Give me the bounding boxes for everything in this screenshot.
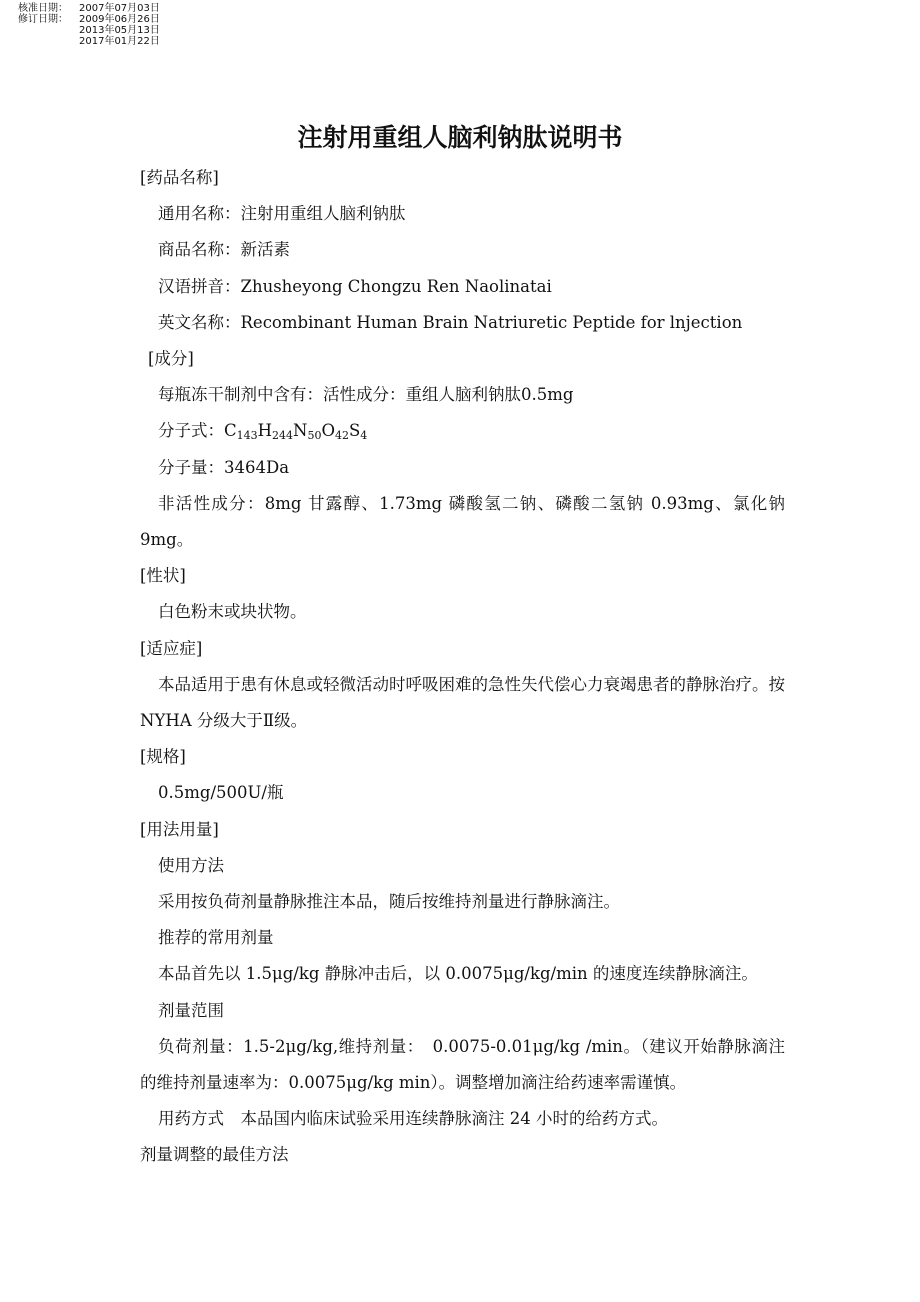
section-heading: [适应症] xyxy=(140,638,203,658)
element-count: 4 xyxy=(360,429,368,443)
revise-date: 2017年01月22日 xyxy=(79,36,160,47)
element-count: 50 xyxy=(307,429,322,443)
formula xyxy=(224,421,368,443)
indications: 本品适用于患有休息或轻微活动时呼吸困难的急性失代偿心力衰竭患者的静脉治疗。按 NYHA 分级大于Ⅱ级。 xyxy=(140,674,785,731)
molecular-formula xyxy=(140,413,785,449)
generic-name: 通用名称：注射用重组人脑利钠肽 xyxy=(158,204,406,224)
description: 白色粉末或块状物。 xyxy=(158,602,307,622)
revise-date: 2013年05月13日 xyxy=(79,25,160,36)
molecular-weight: 分子量：3464Da xyxy=(158,457,290,477)
active-ingredient: 每瓶冻干制剂中含有：活性成分：重组人脑利钠肽0.5mg xyxy=(158,385,574,405)
revise-date: 2009年06月26日 xyxy=(79,14,160,25)
document-body xyxy=(140,160,785,1174)
formula-label: 分子式： xyxy=(158,421,224,441)
section-heading: [性状] xyxy=(140,566,186,586)
element-symbol: C xyxy=(224,421,237,441)
pinyin-name: 汉语拼音：Zhusheyong Chongzu Ren Naolinatai xyxy=(158,276,552,296)
document-title: 注射用重组人脑利钠肽说明书 xyxy=(297,123,623,152)
approve-date: 2007年07月03日 xyxy=(79,3,160,14)
element-count: 42 xyxy=(334,429,349,443)
subheading: 使用方法 xyxy=(158,855,224,875)
subheading: 剂量范围 xyxy=(158,1000,224,1020)
element-symbol: S xyxy=(348,421,361,441)
method-text: 采用按负荷剂量静脉推注本品，随后按维持剂量进行静脉滴注。 xyxy=(158,892,620,912)
inactive-ingredients: 非活性成分：8mg 甘露醇、1.73mg 磷酸氢二钠、磷酸二氢钠 0.93mg、氯化钠 9mg。 xyxy=(140,493,785,550)
recommended-dose: 本品首先以 1.5μg/kg 静脉冲击后，以 0.0075μg/kg/min 的速度连续静脉滴注。 xyxy=(158,964,758,984)
section-heading: [药品名称] xyxy=(140,168,219,187)
subheading: 剂量调整的最佳方法 xyxy=(140,1145,289,1165)
element-count: 143 xyxy=(236,429,258,443)
element-symbol: O xyxy=(321,421,335,441)
trade-name: 商品名称：新活素 xyxy=(158,240,290,260)
revise-date-label: 修订日期： xyxy=(18,14,68,25)
approve-date-label: 核准日期： xyxy=(18,3,68,14)
specification: 0.5mg/500U/瓶 xyxy=(158,783,284,803)
section-heading: [规格] xyxy=(140,747,186,767)
english-name: 英文名称：Recombinant Human Brain Natriuretic Peptide for lnjection xyxy=(158,312,743,332)
section-heading: [成分] xyxy=(148,349,194,369)
element-symbol: H xyxy=(257,421,273,441)
element-symbol: N xyxy=(293,421,308,441)
section-heading: [用法用量] xyxy=(140,819,219,839)
dose-range: 负荷剂量：1.5-2μg/kg,维持剂量： 0.0075-0.01μg/kg /min。（建议开始静脉滴注的维持剂量速率为：0.0075μg/kg min）。调整增加滴注给药速率需谨慎。 xyxy=(140,1036,785,1093)
element-count: 244 xyxy=(272,429,294,443)
subheading: 推荐的常用剂量 xyxy=(158,928,274,948)
revision-dates xyxy=(18,3,160,47)
administration: 用药方式 本品国内临床试验采用连续静脉滴注 24 小时的给药方式。 xyxy=(158,1109,668,1129)
